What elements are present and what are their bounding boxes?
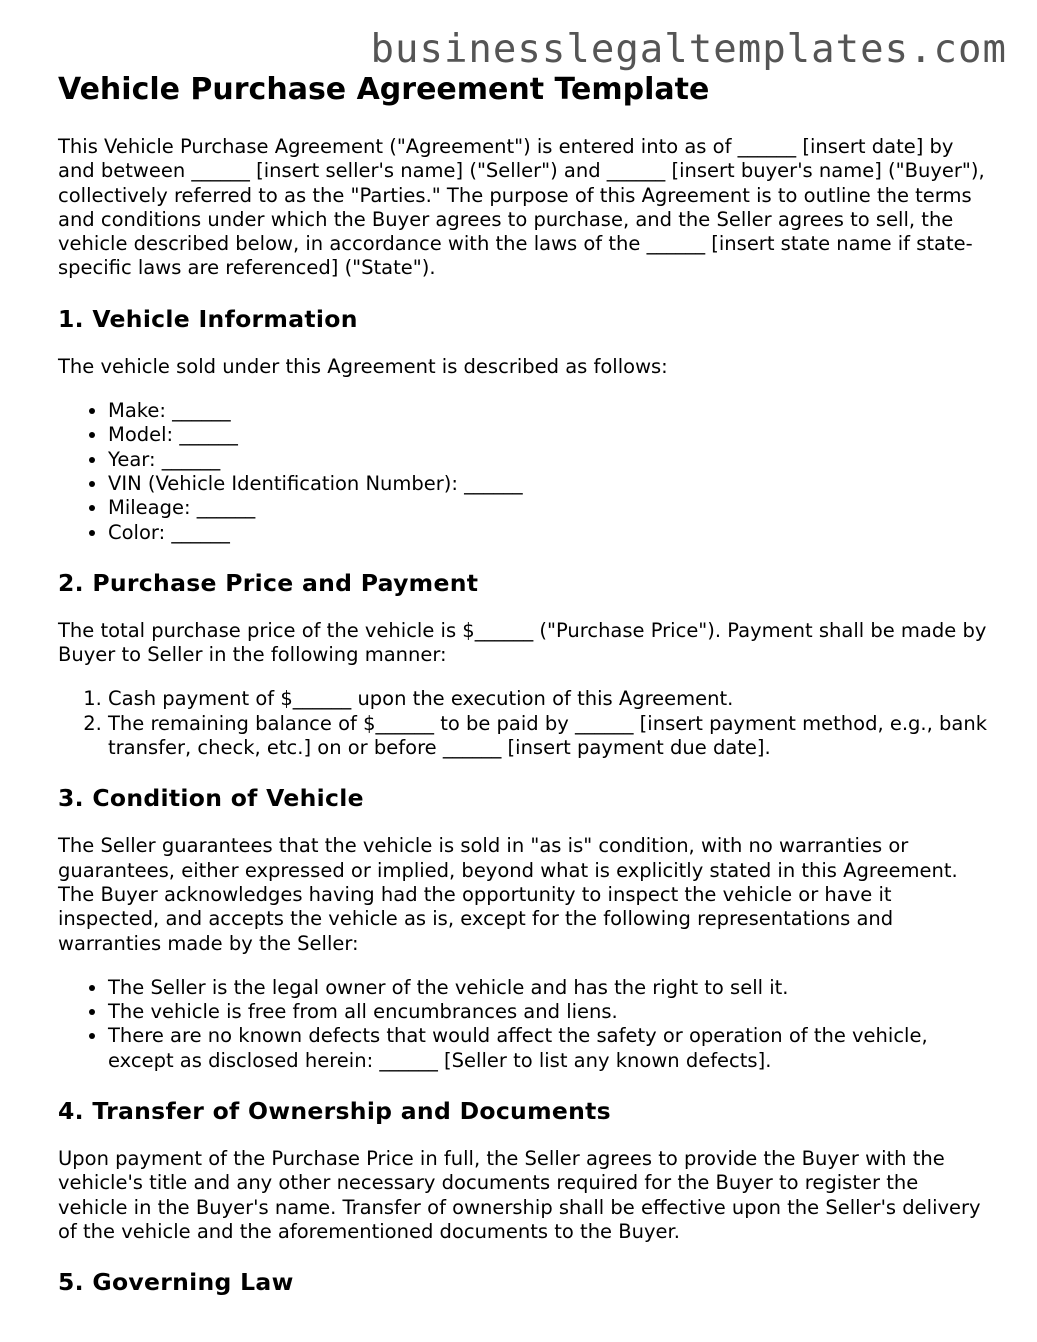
- list-item: • VIN (Vehicle Identification Number): ______: [108, 472, 988, 496]
- section-text: The Seller guarantees that the vehicle is sold in "as is" condition, with no warranties or guarantees, either expressed or implied, beyond what is explicitly stated in this Agreement. The Buyer acknowledges having had the opportunity to inspect the vehicle or have it inspected, and accepts the vehicle as is, except for the following representations and warranties made by the Seller:: [58, 834, 958, 955]
- list-item: • Model: ______: [108, 423, 988, 447]
- list-item: • Year: ______: [108, 448, 988, 472]
- section-heading: 4. Transfer of Ownership and Documents: [58, 1097, 611, 1126]
- section-condition-of-vehicle: [58, 784, 988, 1073]
- list-item: • Mileage: ______: [108, 496, 988, 520]
- section-text: Upon payment of the Purchase Price in full, the Seller agrees to provide the Buyer with the vehicle's title and any other necessary documents required for the Buyer to register the vehicle in the Buyer's name. Transfer of ownership shall be effective upon the Seller's delivery of the vehicle and the aforementioned documents to the Buyer.: [58, 1147, 981, 1243]
- list-item: 1. Cash payment of $______ upon the execution of this Agreement.: [108, 687, 988, 711]
- watermark: businesslegaltemplates.com: [370, 27, 1007, 72]
- section-governing-law: [58, 1268, 988, 1296]
- list-item: • There are no known defects that would affect the safety or operation of the vehicle, except as disclosed herein: ______ [Seller to list any known defects].: [108, 1024, 988, 1073]
- list-item: • Color: ______: [108, 521, 988, 545]
- list-item: 2. The remaining balance of $______ to be paid by ______ [insert payment method, e.g., bank transfer, check, etc.] on or before ______ [insert payment due date].: [108, 712, 988, 761]
- list-item: • Make: ______: [108, 399, 988, 423]
- list-item: • The vehicle is free from all encumbrances and liens.: [108, 1000, 988, 1024]
- section-heading: 2. Purchase Price and Payment: [58, 568, 479, 597]
- section-heading: 3. Condition of Vehicle: [58, 784, 364, 813]
- section-vehicle-information: [58, 305, 988, 545]
- list-item: • The Seller is the legal owner of the vehicle and has the right to sell it.: [108, 976, 988, 1000]
- section-heading: 5. Governing Law: [58, 1268, 294, 1297]
- section-text: The vehicle sold under this Agreement is described as follows:: [58, 354, 668, 378]
- section-purchase-price: [58, 569, 988, 760]
- section-transfer-of-ownership: [58, 1097, 988, 1244]
- section-text: The total purchase price of the vehicle is $______ ("Purchase Price"). Payment shall be made by Buyer to Seller in the following manner:: [58, 618, 987, 667]
- section-heading: 1. Vehicle Information: [58, 304, 358, 333]
- document-title: Vehicle Purchase Agreement Template: [58, 72, 710, 107]
- intro-paragraph: This Vehicle Purchase Agreement ("Agreement") is entered into as of ______ [insert date] by and between ______ [insert seller's name] ("Seller") and ______ [insert buyer's name] ("Buyer"), collectively referred to as the "Parties." The purpose of this Agreement is to outline the terms and conditions under which the Buyer agrees to purchase, and the Seller agrees to sell, the vehicle described below, in accordance with the laws of the ______ [insert state name if state-specific laws are referenced] ("State").: [58, 135, 985, 280]
- vehicle-info-list: [58, 399, 988, 545]
- payment-list: [58, 687, 988, 760]
- warranties-list: [58, 976, 988, 1073]
- document-body: [58, 72, 988, 1318]
